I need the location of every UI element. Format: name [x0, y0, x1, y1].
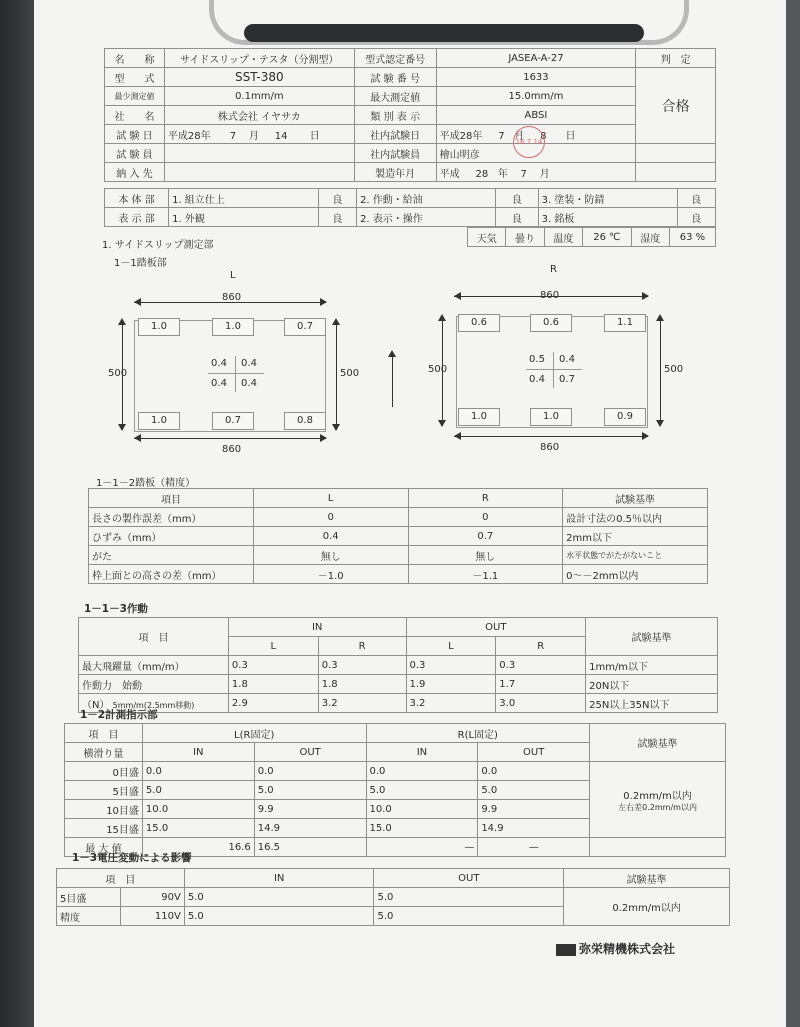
disp-item2: 2. 表示・操作 — [357, 208, 496, 227]
table-row: 長さの製作誤差（mm） 0 0 設計寸法の0.5％以内 — [89, 508, 708, 527]
right-height-left: 500 — [428, 364, 448, 375]
inspection-sheet — [34, 0, 786, 1027]
inhouse-inspector-label: 社内試験員 — [354, 144, 436, 163]
section11-subtitle: 1－1踏板部 — [114, 258, 167, 269]
left-width-bottom: 860 — [222, 444, 242, 455]
table13-std-header: 試験基準 — [564, 869, 730, 888]
left-center-4: 0.4 — [241, 378, 257, 389]
test-no-value: 1633 — [436, 68, 636, 87]
right-top-2: 0.6 — [530, 314, 572, 332]
test-date-label: 試 験 日 — [105, 125, 165, 144]
right-center-3: 0.4 — [529, 374, 545, 385]
table12-lfix-header: L(R固定) — [142, 724, 366, 743]
name-label: 名 称 — [105, 49, 165, 68]
table12-std-value: 0.2mm/m以内 左右差0.2mm/m以内 — [590, 762, 726, 838]
table113-in-header: IN — [228, 618, 406, 637]
humidity-label: 湿度 — [631, 228, 669, 247]
table-row: 枠上面との高さの差（mm） －1.0 －1.1 0～－2mm以内 — [89, 565, 708, 584]
table112-header-r: R — [408, 489, 563, 508]
right-diagram-label: R — [550, 264, 557, 275]
left-bottom-2: 0.7 — [212, 412, 254, 430]
table113: 項 目 IN OUT 試験基準 L R L R 最大飛躍量（mm/m） 0.3 0.3 0.3 0.3 1mm/m以下 作動力 始動 1.8 1.8 1.9 1.7 20N以下 （N） 5mm/m(2.5mm移動) 2.9 3.2 3.2 3.0 25N以上35N以下 — [78, 617, 718, 713]
left-height-right: 500 — [340, 368, 360, 379]
table-row: がた 無し 無し 水平状態でがたがないこと — [89, 546, 708, 565]
table112-header-item: 項目 — [89, 489, 254, 508]
min-scale-value: 0.1mm/m — [164, 87, 354, 106]
name-value: サイドスリップ・テスタ（分割型） — [164, 49, 354, 68]
model-label: 型 式 — [105, 68, 165, 87]
temp-label: 温度 — [544, 228, 582, 247]
left-bottom-1: 1.0 — [138, 412, 180, 430]
display-label: 類 別 表 示 — [354, 106, 436, 125]
direction-arrow-icon — [388, 350, 396, 357]
company-logo-icon — [556, 944, 576, 956]
left-bottom-3: 0.8 — [284, 412, 326, 430]
body-result1: 良 — [318, 189, 356, 208]
table113-title: 1－1－3作動 — [84, 603, 148, 615]
right-bottom-1: 1.0 — [458, 408, 500, 426]
test-no-label: 試 験 番 号 — [354, 68, 436, 87]
table12-std-header: 試験基準 — [590, 724, 726, 762]
table-row: 0目盛 0.0 0.0 0.0 0.0 0.2mm/m以内 左右差0.2mm/m以内 — [65, 762, 726, 781]
max-scale-value: 15.0mm/m — [436, 87, 636, 106]
right-center-2: 0.4 — [559, 354, 575, 365]
weather-table — [467, 227, 716, 247]
maker-value: 株式会社 イヤサカ — [164, 106, 354, 125]
disp-result2: 良 — [495, 208, 538, 227]
judgment-label: 判 定 — [636, 49, 716, 68]
right-width-bottom: 860 — [540, 442, 560, 453]
table112-header-std: 試験基準 — [563, 489, 708, 508]
inhouse-date-value: 平成28年 7 月 8 日 — [436, 125, 636, 144]
right-bottom-2: 1.0 — [530, 408, 572, 426]
table-row: 最大飛躍量（mm/m） 0.3 0.3 0.3 0.3 1mm/m以下 — [79, 656, 718, 675]
min-scale-label: 最少測定値 — [105, 87, 165, 106]
model-value: SST-380 — [164, 68, 354, 87]
table112-title: 1－1－2踏板（精度） — [96, 478, 196, 489]
table112 — [88, 488, 708, 584]
section1-title: 1. サイドスリップ測定部 — [102, 240, 214, 251]
table113-out-header: OUT — [406, 618, 586, 637]
table12-rfix-header: R(L固定) — [366, 724, 590, 743]
left-center-2: 0.4 — [241, 358, 257, 369]
result-value: 合格 — [636, 68, 716, 144]
table113-item-header: 項 目 — [79, 618, 229, 656]
right-center-1: 0.5 — [529, 354, 545, 365]
table113-std-header: 試験基準 — [586, 618, 718, 656]
table13-title: 1－3電圧変動による影響 — [72, 852, 192, 864]
left-center-3: 0.4 — [211, 378, 227, 389]
table13-out-header: OUT — [374, 869, 564, 888]
header-table — [104, 48, 716, 182]
max-scale-label: 最大測定値 — [354, 87, 436, 106]
humidity-value: 63 % — [669, 228, 715, 247]
check-items-table — [104, 188, 716, 227]
table-row: 作動力 始動 1.8 1.8 1.9 1.7 20N以下 — [79, 675, 718, 694]
table-row: 精度 110V 5.0 5.0 — [57, 907, 730, 926]
left-top-2: 1.0 — [212, 318, 254, 336]
delivery-value — [164, 163, 354, 182]
table13-in-header: IN — [184, 869, 374, 888]
body-item1: 1. 組立仕上 — [169, 189, 319, 208]
body-result2: 良 — [495, 189, 538, 208]
table13 — [56, 868, 730, 926]
weather-label: 天気 — [468, 228, 506, 247]
body-item3: 3. 塗装・防錆 — [538, 189, 677, 208]
table-row: 15目盛 15.0 14.9 15.0 14.9 — [65, 819, 726, 838]
table12-item-header: 項 目 — [65, 724, 143, 743]
table-row: 10目盛 10.0 9.9 10.0 9.9 — [65, 800, 726, 819]
inhouse-date-label: 社内試験日 — [354, 125, 436, 144]
right-top-3: 1.1 — [604, 314, 646, 332]
mfg-date-label: 製造年月 — [354, 163, 436, 182]
table-row: ひずみ（mm） 0.4 0.7 2mm以下 — [89, 527, 708, 546]
display-value: ABSI — [436, 106, 636, 125]
temp-value: 26 ℃ — [583, 228, 632, 247]
table-row: （N） 5mm/m(2.5mm移動) 2.9 3.2 3.2 3.0 25N以上35N以下 — [79, 694, 718, 713]
table112-header-l: L — [253, 489, 408, 508]
disp-result3: 良 — [677, 208, 716, 227]
table-row: 最 大 値 16.6 16.5 — — — [65, 838, 726, 857]
right-width-top: 860 — [540, 290, 560, 301]
inspector-value — [164, 144, 354, 163]
inhouse-inspector-value: 檜山明彦 — [436, 144, 636, 163]
right-top-1: 0.6 — [458, 314, 500, 332]
left-center-1: 0.4 — [211, 358, 227, 369]
test-date-value: 平成28年 7 月 14 日 — [164, 125, 354, 144]
body-item2: 2. 作動・給油 — [357, 189, 496, 208]
type-approval-label: 型式認定番号 — [354, 49, 436, 68]
disp-label: 表 示 部 — [105, 208, 169, 227]
type-approval-value: JASEA-A-27 — [436, 49, 636, 68]
right-height-right: 500 — [664, 364, 684, 375]
inspection-stamp: 16.7.14 — [513, 126, 545, 158]
disp-result1: 良 — [318, 208, 356, 227]
disp-item3: 3. 銘板 — [538, 208, 677, 227]
delivery-label: 納 入 先 — [105, 163, 165, 182]
table-row: 5目盛 90V 5.0 5.0 0.2mm/m以内 — [57, 888, 730, 907]
inspector-label: 試 験 員 — [105, 144, 165, 163]
weather-value: 曇り — [506, 228, 544, 247]
table13-std-value: 0.2mm/m以内 — [564, 888, 730, 926]
disp-item1: 1. 外観 — [169, 208, 319, 227]
left-width-top: 860 — [222, 292, 242, 303]
left-height-left: 500 — [108, 368, 128, 379]
body-label: 本 体 部 — [105, 189, 169, 208]
right-bottom-3: 0.9 — [604, 408, 646, 426]
maker-label: 社 名 — [105, 106, 165, 125]
left-top-3: 0.7 — [284, 318, 326, 336]
company-footer: 弥栄精機株式会社 — [556, 940, 675, 957]
clip-bar — [244, 24, 644, 42]
table13-item-header: 項 目 — [57, 869, 185, 888]
body-result3: 良 — [677, 189, 716, 208]
table12-title: 1－2計測指示部 — [80, 709, 158, 721]
left-top-1: 1.0 — [138, 318, 180, 336]
right-center-4: 0.7 — [559, 374, 575, 385]
table12: 項 目 L(R固定) R(L固定) 試験基準 横滑り量 IN OUT IN OUT 0目盛 0.0 0.0 0.0 0.0 0.2mm/m以内 左右差0.2mm/m以内 5目盛 5.0 5.0 5.0 5.0 10目盛 10.0 9.9 10.0 9.9 15目盛 15.0 14.9 15.0 14.9 最 大 値 16.6 16.5 — — — [64, 723, 726, 857]
mfg-date-value: 平成 28 年 7 月 — [436, 163, 636, 182]
left-diagram-label: L — [230, 270, 236, 281]
table-row: 5目盛 5.0 5.0 5.0 5.0 — [65, 781, 726, 800]
